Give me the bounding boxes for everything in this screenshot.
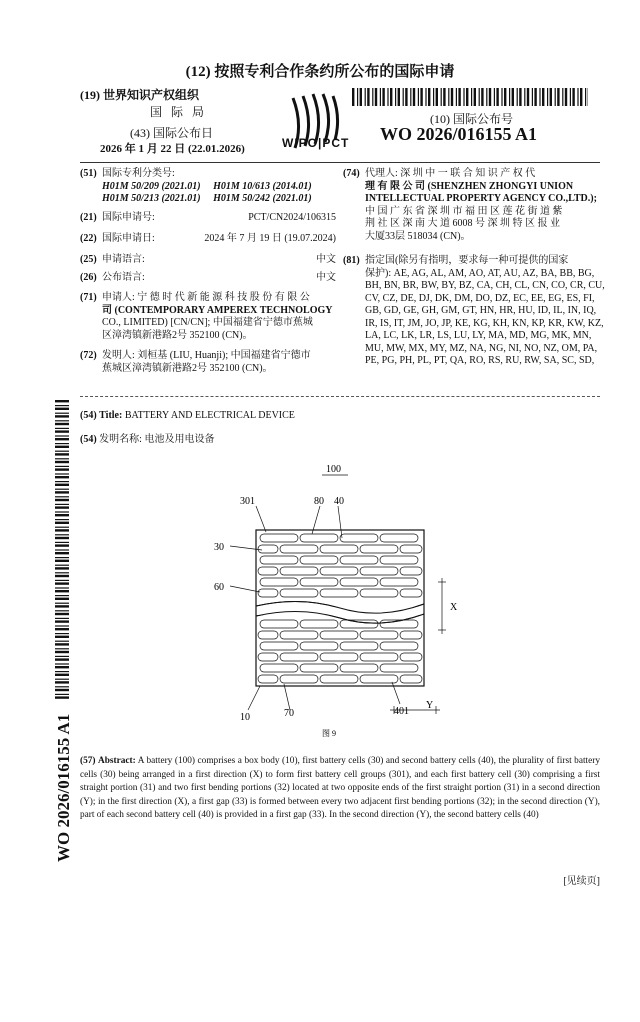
battery-cell bbox=[260, 664, 298, 672]
ref-100-label: 100 bbox=[326, 464, 341, 475]
wipo-pct-logotype: WIPO|PCT bbox=[282, 136, 349, 150]
ref-30-label: 30 bbox=[214, 542, 224, 553]
battery-cell bbox=[258, 545, 278, 553]
applicant-block bbox=[80, 292, 336, 346]
battery-cell bbox=[340, 620, 378, 628]
abstract bbox=[80, 755, 600, 823]
title-cn-tag: (54) bbox=[80, 434, 97, 445]
states-line: GB, GD, GE, GH, GM, GT, HN, HR, HU, ID, IL, IN, IQ, bbox=[365, 305, 600, 318]
pub-language-tag: (26) bbox=[80, 272, 97, 285]
axis-x-label: X bbox=[450, 602, 458, 613]
language-label: 申请语言: bbox=[102, 254, 145, 267]
agent-line: 中 国 广 东 省 深 圳 市 福 田 区 莲 花 街 道 紫 bbox=[365, 206, 600, 219]
battery-cell bbox=[380, 534, 418, 542]
battery-cells-lower bbox=[258, 620, 422, 683]
battery-cell bbox=[360, 567, 398, 575]
battery-cell bbox=[280, 545, 318, 553]
title-en-row bbox=[80, 410, 295, 421]
battery-cell bbox=[258, 567, 278, 575]
ref-10-label: 10 bbox=[240, 712, 250, 723]
battery-cell bbox=[400, 545, 422, 553]
states-line: LA, LC, LK, LR, LS, LU, LY, MA, MD, MG, MK, MN, bbox=[365, 330, 600, 343]
figure-caption: 图 9 bbox=[322, 729, 336, 738]
office-title: 世界知识产权组织 bbox=[103, 88, 199, 102]
battery-cell bbox=[300, 620, 338, 628]
language-value: 中文 bbox=[316, 254, 336, 267]
abstract-label: Abstract: bbox=[98, 756, 136, 766]
states-line: 指定国(除另有指明，要求每一种可提供的国家 bbox=[365, 255, 600, 268]
agent-line: 代理人: 深 圳 中 一 联 合 知 识 产 权 代 bbox=[365, 168, 600, 181]
agent-line: INTELLECTUAL PROPERTY AGENCY CO.,LTD.); bbox=[365, 193, 600, 206]
battery-cell bbox=[380, 664, 418, 672]
ref-40-label: 40 bbox=[334, 496, 344, 507]
appno-label: 国际申请号: bbox=[102, 212, 155, 225]
battery-cell bbox=[380, 642, 418, 650]
pub-number-label: (10) 国际公布号 bbox=[430, 110, 513, 127]
battery-cell bbox=[300, 664, 338, 672]
applicant-tag: (71) bbox=[80, 292, 97, 305]
filing-value: 2024 年 7 月 19 日 (19.07.2024) bbox=[204, 233, 336, 246]
inventor-line: 蕉城区漳湾镇新港路2号 352100 (CN)。 bbox=[102, 363, 336, 376]
battery-cell bbox=[260, 620, 298, 628]
title-en: BATTERY AND ELECTRICAL DEVICE bbox=[125, 410, 295, 421]
title-en-label: Title: bbox=[99, 410, 122, 421]
battery-cell bbox=[340, 642, 378, 650]
barcode-top-icon bbox=[352, 88, 588, 106]
applicant-line: 区漳湾镇新港路2号 352100 (CN)。 bbox=[102, 330, 336, 343]
battery-cell bbox=[360, 631, 398, 639]
states-line: 保护): AE, AG, AL, AM, AO, AT, AU, AZ, BA, BB, BG, bbox=[365, 268, 600, 281]
abstract-tag: (57) bbox=[80, 756, 96, 766]
battery-cell bbox=[300, 642, 338, 650]
states-line: PE, PG, PH, PL, PT, QA, RO, RS, RU, RW, SA, SC, SD, bbox=[365, 355, 600, 368]
continued-note: [见续页] bbox=[563, 872, 600, 887]
office-block bbox=[80, 86, 290, 120]
appno-value: PCT/CN2024/106315 bbox=[248, 212, 336, 225]
battery-cell bbox=[260, 578, 298, 586]
battery-cell bbox=[258, 589, 278, 597]
ref-70-label: 70 bbox=[284, 708, 294, 719]
section-rule bbox=[80, 396, 600, 397]
filing-label: 国际申请日: bbox=[102, 233, 155, 246]
filing-tag: (22) bbox=[80, 233, 97, 246]
states-tag: (81) bbox=[343, 255, 360, 268]
office-name bbox=[80, 86, 290, 103]
ipc-tag: (51) bbox=[80, 168, 97, 181]
battery-cell bbox=[380, 556, 418, 564]
ref-401-label: 401 bbox=[394, 706, 409, 717]
battery-cell bbox=[280, 631, 318, 639]
applicant-line: CO., LIMITED) [CN/CN]; 中国福建省宁德市蕉城 bbox=[102, 317, 336, 330]
battery-cell bbox=[280, 653, 318, 661]
battery-cell bbox=[280, 675, 318, 683]
header-rule bbox=[80, 162, 600, 163]
battery-cell bbox=[400, 567, 422, 575]
agent-block bbox=[343, 168, 600, 248]
battery-cell bbox=[280, 589, 318, 597]
patent-drawing bbox=[200, 458, 460, 748]
battery-cell bbox=[300, 556, 338, 564]
agent-line: 荆 社 区 深 南 大 道 6008 号 深 圳 特 区 报 业 bbox=[365, 218, 600, 231]
office-sub: 国 际 局 bbox=[150, 103, 290, 120]
battery-cell bbox=[258, 631, 278, 639]
agent-line: 大厦33层 518034 (CN)。 bbox=[365, 231, 600, 244]
states-line: MU, MW, MX, MY, MZ, NA, NG, NI, NO, NZ, OM, PA, bbox=[365, 343, 600, 356]
pub-language-value: 中文 bbox=[316, 272, 336, 285]
title-en-tag: (54) bbox=[80, 410, 97, 421]
barcode-side-icon bbox=[55, 400, 69, 700]
title-cn: 电池及用电设备 bbox=[144, 434, 214, 445]
ipc-line: H01M 50/213 (2021.01) H01M 50/242 (2021.01) bbox=[102, 193, 312, 206]
battery-cell bbox=[400, 675, 422, 683]
battery-cell bbox=[300, 578, 338, 586]
title-cn-row bbox=[80, 430, 214, 445]
pub-language-label: 公布语言: bbox=[102, 272, 145, 285]
pub-date: 2026 年 1 月 22 日 (22.01.2026) bbox=[100, 140, 245, 156]
battery-cell bbox=[380, 578, 418, 586]
battery-cell bbox=[260, 556, 298, 564]
battery-cell bbox=[360, 653, 398, 661]
battery-cell bbox=[320, 589, 358, 597]
ref-301-label: 301 bbox=[240, 496, 255, 507]
inventor-tag: (72) bbox=[80, 350, 97, 363]
designated-states-block bbox=[343, 255, 600, 375]
inventor-line: 发明人: 刘桓基 (LIU, Huanji); 中国福建省宁德市 bbox=[102, 350, 336, 363]
side-pub-number-wrap bbox=[54, 862, 74, 1022]
battery-cell bbox=[260, 534, 298, 542]
states-line: IR, IS, IT, JM, JO, JP, KE, KG, KH, KN, KP, KR, KW, KZ, bbox=[365, 318, 600, 331]
pub-number: WO 2026/016155 A1 bbox=[380, 124, 537, 145]
abstract-text: A battery (100) comprises a box body (10), first battery cells (30) and second battery cells (40), the plurality of first battery cells (30) being arranged in a first direction (X) to form first battery cell groups (301), and each first battery cell (30) comprising a first straight portion (31) and two first bending portions (32) located at two opposite ends of the first straight portion (31) in a second direction (Y); in the first direction (X), a first gap (33) is formed between every two adjacent first bending portions (32); in the second direction (Y), part of each second battery cell (40) is provided in a first gap (33). In the second direction (Y), the second battery cells (40) bbox=[80, 756, 600, 820]
axis-y-label: Y bbox=[426, 700, 433, 711]
battery-cell bbox=[360, 545, 398, 553]
battery-cell bbox=[320, 545, 358, 553]
battery-cell bbox=[340, 664, 378, 672]
battery-cell bbox=[360, 675, 398, 683]
office-tag: (19) bbox=[80, 88, 100, 102]
ipc-block bbox=[80, 168, 336, 208]
battery-cell bbox=[320, 675, 358, 683]
applicant-line: 司 (CONTEMPORARY AMPEREX TECHNOLOGY bbox=[102, 305, 336, 318]
agent-tag: (74) bbox=[343, 168, 360, 181]
states-line: BH, BN, BR, BW, BY, BZ, CA, CH, CL, CN, CO, CR, CU, bbox=[365, 280, 600, 293]
side-pub-number: WO 2026/016155 A1 bbox=[54, 714, 74, 862]
battery-cell bbox=[280, 567, 318, 575]
ipc-line: H01M 50/209 (2021.01) H01M 10/613 (2014.01) bbox=[102, 181, 312, 194]
inventor-block bbox=[80, 350, 336, 378]
battery-cell bbox=[258, 675, 278, 683]
battery-cell bbox=[400, 589, 422, 597]
battery-cell bbox=[320, 567, 358, 575]
language-tag: (25) bbox=[80, 254, 97, 267]
battery-cell bbox=[260, 642, 298, 650]
battery-cell bbox=[400, 653, 422, 661]
ref-60-label: 60 bbox=[214, 582, 224, 593]
battery-cell bbox=[360, 589, 398, 597]
title-cn-label: 发明名称: bbox=[99, 434, 142, 445]
pub-date-label: (43) 国际公布日 bbox=[130, 124, 213, 141]
battery-cell bbox=[340, 578, 378, 586]
states-line: CV, CZ, DE, DJ, DK, DM, DO, DZ, EC, EE, EG, ES, FI, bbox=[365, 293, 600, 306]
applicant-line: 申请人: 宁 德 时 代 新 能 源 科 技 股 份 有 限 公 bbox=[102, 292, 336, 305]
battery-cells-upper bbox=[258, 534, 422, 597]
ref-80-label: 80 bbox=[314, 496, 324, 507]
battery-cell bbox=[320, 653, 358, 661]
battery-cell bbox=[320, 631, 358, 639]
battery-cell bbox=[400, 631, 422, 639]
battery-cell bbox=[340, 556, 378, 564]
document-title: (12) 按照专利合作条约所公布的国际申请 bbox=[0, 60, 640, 81]
battery-cell bbox=[340, 534, 378, 542]
agent-line: 理 有 限 公 司 (SHENZHEN ZHONGYI UNION bbox=[365, 181, 600, 194]
ipc-label: 国际专利分类号: bbox=[102, 168, 312, 181]
battery-cell bbox=[258, 653, 278, 661]
appno-tag: (21) bbox=[80, 212, 97, 225]
battery-cell bbox=[300, 534, 338, 542]
